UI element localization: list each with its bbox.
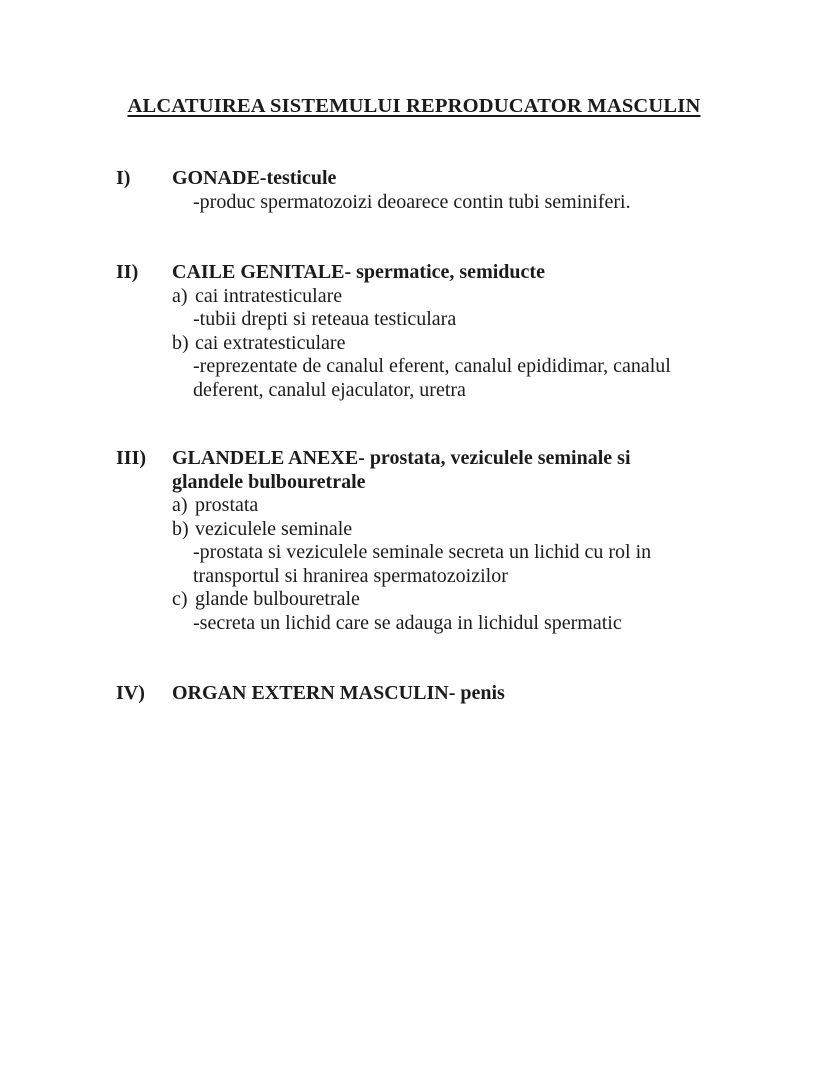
section-organ-numeral: IV) — [116, 682, 145, 704]
section-glandele-heading: GLANDELE ANEXE- prostata, veziculele seminale si glandele bulbouretrale — [172, 447, 631, 493]
document-title: ALCATUIREA SISTEMULUI REPRODUCATOR MASCULIN — [127, 95, 701, 117]
section-glandele-anexe — [0, 447, 828, 635]
section-organ-extern — [0, 682, 828, 706]
section-gonade-numeral: I) — [116, 167, 131, 189]
list-item-a — [172, 285, 728, 309]
list-item-a-text: prostata — [195, 494, 259, 516]
section-organ-content — [172, 682, 728, 706]
section-gonade-heading: GONADE-testicule — [172, 167, 337, 189]
list-item-c — [172, 588, 728, 612]
section-caile-heading: CAILE GENITALE- spermatice, semiducte — [172, 261, 545, 283]
list-item-a-label: a) — [172, 494, 188, 516]
list-item-a-label: a) — [172, 284, 188, 307]
list-item-b-label: b) — [172, 331, 189, 354]
list-item-b-text: veziculele seminale — [195, 517, 353, 540]
list-item-b-note: -prostata si veziculele seminale secreta un lichid cu rol in transportul si hranirea spermatozoizilor — [193, 541, 652, 587]
list-item-b-text: cai extratesticulare — [195, 331, 346, 354]
section-caile-genitale — [0, 261, 828, 402]
list-item-a-note: -tubii drepti si reteaua testiculara — [193, 308, 457, 330]
list-item-c-note: -secreta un lichid care se adauga in lichidul spermatic — [193, 611, 622, 634]
list-item-a-text: cai intratesticulare — [195, 284, 343, 307]
list-item-b — [172, 332, 728, 356]
section-glandele-numeral: III) — [116, 447, 147, 469]
list-item-c-text: glande bulbouretrale — [195, 588, 360, 610]
section-gonade — [0, 167, 828, 214]
section-caile-content — [172, 261, 728, 402]
section-gonade-note: -produc spermatozoizi deoarece contin tubi seminiferi. — [193, 190, 631, 213]
list-item-b-note: -reprezentate de canalul eferent, canalul epididimar, canalul deferent, canalul ejaculator, uretra — [193, 355, 671, 401]
section-organ-heading: ORGAN EXTERN MASCULIN- penis — [172, 682, 505, 704]
list-item-b-label: b) — [172, 517, 189, 540]
list-item-c-label: c) — [172, 588, 188, 610]
section-gonade-content — [172, 167, 728, 214]
list-item-a — [172, 494, 728, 518]
section-caile-numeral: II) — [116, 261, 139, 283]
section-glandele-content — [172, 447, 728, 635]
list-item-b — [172, 518, 728, 542]
